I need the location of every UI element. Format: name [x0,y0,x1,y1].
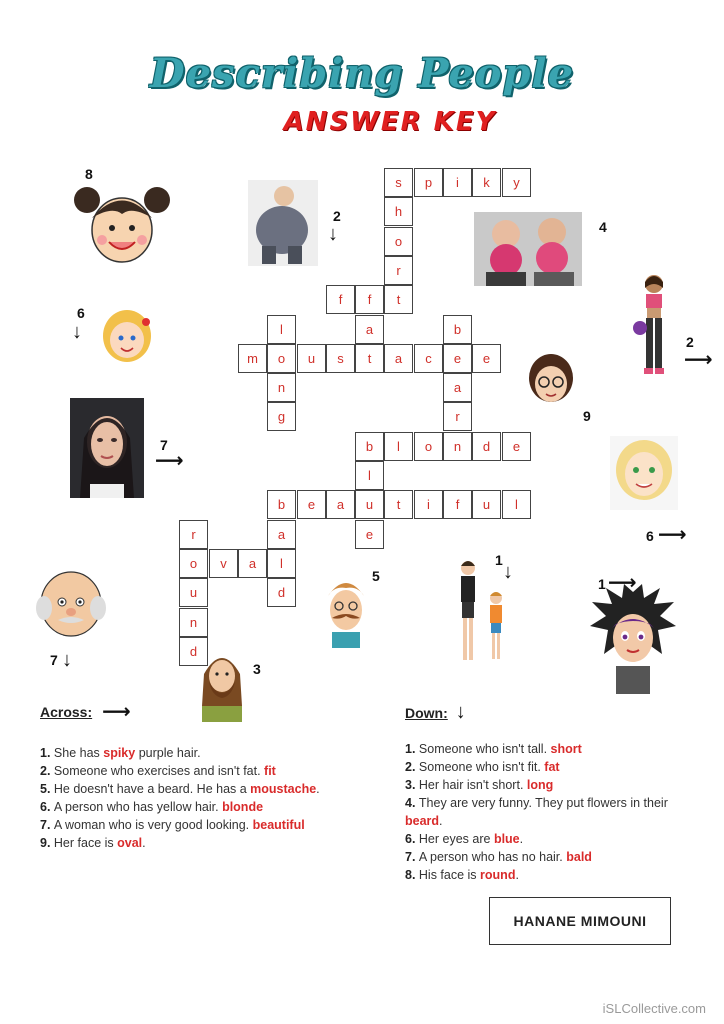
clue-number-1-down: 1 [495,552,503,568]
clue-answer: spiky [103,746,136,760]
right-arrow-icon: ⟶ [658,524,687,546]
clue-answer: moustache [250,782,317,796]
clue-line [405,794,697,830]
old-bald-man-image [30,568,112,640]
clue-suffix: . [519,832,524,846]
crossword-cell[interactable]: u [297,344,326,373]
clue-answer: short [550,742,582,756]
clue-number: 1. [405,742,419,756]
crossword-cell[interactable]: t [384,490,413,519]
down-arrow-icon: ↓ [328,223,338,245]
clue-number: 7. [405,850,419,864]
clue-number-7-across: 7 [160,437,168,453]
crossword-cell[interactable]: e [443,344,472,373]
clue-number: 6. [40,800,54,814]
crossword-cell[interactable]: a [326,490,355,519]
dark-hair-woman-photo [70,398,144,498]
clue-line [40,834,390,852]
crossword-cell[interactable]: r [443,402,472,431]
crossword-cell[interactable]: l [355,461,384,490]
crossword-cell[interactable]: s [384,168,413,197]
clue-answer: long [526,778,554,792]
clue-text: Her face is [53,836,118,850]
clue-suffix: . [439,814,443,828]
clue-line [40,762,390,780]
crossword-cell[interactable]: t [384,285,413,314]
clue-suffix: . [142,836,146,850]
crossword-cell[interactable]: f [326,285,355,314]
spiky-hair-girl-image [590,584,676,694]
crossword-cell[interactable]: d [267,578,296,607]
clue-answer: round [480,868,516,882]
crossword-cell[interactable]: b [355,432,384,461]
clue-suffix: . [515,868,519,882]
clue-line [40,816,390,834]
clue-answer: beard [405,814,440,828]
clue-line [405,830,697,848]
crossword-cell[interactable]: h [384,197,413,226]
clue-number: 2. [40,764,54,778]
crossword-cell[interactable]: o [414,432,443,461]
clue-line [40,744,390,762]
clue-text: Her hair isn't short. [418,778,527,792]
crossword-cell[interactable]: a [384,344,413,373]
crossword-cell[interactable]: n [267,373,296,402]
crossword-cell[interactable]: y [502,168,531,197]
sporty-woman-image [630,272,678,392]
clue-number-4: 4 [599,219,607,235]
crossword-cell[interactable]: i [443,168,472,197]
crossword-cell[interactable]: b [267,490,296,519]
clue-answer: fat [544,760,560,774]
crossword-cell[interactable]: e [502,432,531,461]
crossword-cell[interactable]: o [267,344,296,373]
crossword-cell[interactable]: a [267,520,296,549]
crossword-cell[interactable]: n [443,432,472,461]
crossword-cell[interactable]: m [238,344,267,373]
clue-number: 9. [40,836,54,850]
crossword-cell[interactable]: a [443,373,472,402]
across-clues [40,702,390,852]
down-arrow-icon: ↓ [62,649,72,671]
clue-number-6-across: 6 [646,528,654,544]
crossword-cell[interactable]: p [414,168,443,197]
girl-pigtails-image [72,178,172,266]
crossword-cell[interactable]: b [443,315,472,344]
clue-number-1-across: 1 [598,576,606,592]
clue-number-9: 9 [583,408,591,424]
clue-text: He doesn't have a beard. He has a [53,782,251,796]
crossword-cell[interactable]: a [238,549,267,578]
right-arrow-icon: ⟶ [155,450,184,472]
clue-number: 1. [40,746,54,760]
answer-key-subtitle: ANSWER KEY [283,107,497,137]
clue-number-6-down: 6 [77,305,85,321]
crossword-cell[interactable]: d [179,637,208,666]
crossword-cell[interactable]: f [355,285,384,314]
clue-text: Someone who isn't tall. [418,742,551,756]
clue-number: 5. [40,782,54,796]
blonde-woman-face-image [610,436,678,510]
crossword-cell[interactable]: l [267,549,296,578]
crossword-cell[interactable]: r [179,520,208,549]
crossword-cell[interactable]: e [297,490,326,519]
crossword-cell[interactable]: r [384,256,413,285]
across-heading-label: Across: [40,704,93,720]
right-arrow-icon: ⟶ [684,349,713,371]
crossword-cell[interactable]: u [355,490,384,519]
clue-line [405,758,697,776]
men-flower-beards-image [474,212,582,286]
crossword-cell[interactable]: a [355,315,384,344]
clue-line [405,848,697,866]
clue-text: Her eyes are [418,832,494,846]
clue-text: Someone who exercises and isn't fat. [53,764,265,778]
clue-answer: blonde [222,800,264,814]
crossword-cell[interactable]: e [355,520,384,549]
clue-text: A person who has no hair. [418,850,567,864]
fat-man-image [248,180,318,266]
clue-text: They are very funny. They put flowers in their [418,796,668,810]
crossword-cell[interactable]: k [472,168,501,197]
clue-suffix: . [316,782,320,796]
clue-number: 6. [405,832,419,846]
clue-text: A woman who is very good looking. [53,818,253,832]
clue-text: Someone who isn't fit. [418,760,545,774]
clue-answer: blue [493,832,520,846]
crossword-cell[interactable]: o [179,549,208,578]
clue-answer: bald [566,850,592,864]
clue-line [405,776,697,794]
across-heading [40,702,390,722]
crossword-cell[interactable]: n [179,608,208,637]
clue-number-2-across: 2 [686,334,694,350]
clue-number: 4. [405,796,419,810]
clue-answer: oval [117,836,143,850]
right-arrow-icon: ⟶ [608,572,637,594]
down-heading [405,702,697,722]
clue-number-3: 3 [253,661,261,677]
clue-number: 7. [40,818,54,832]
crossword-cell[interactable]: t [355,344,384,373]
crossword-cell[interactable]: u [472,490,501,519]
crossword-cell[interactable]: l [384,432,413,461]
down-arrow-icon: ↓ [455,701,466,723]
clue-number-7-down: 7 [50,652,58,668]
blonde-girl-head-image [100,308,154,364]
clue-suffix: purple hair. [135,746,201,760]
crossword-cell[interactable]: f [443,490,472,519]
crossword-cell[interactable]: c [414,344,443,373]
clue-answer: fit [264,764,276,778]
crossword-cell[interactable]: l [267,315,296,344]
down-arrow-icon: ↓ [72,321,82,343]
woman-glasses-image [526,354,576,406]
clue-number: 8. [405,868,419,882]
worksheet-title: Describing People [149,50,575,97]
site-watermark: iSLCollective.com [602,1001,706,1016]
clue-line [40,780,390,798]
clue-number-2-down: 2 [333,208,341,224]
clue-number-5: 5 [372,568,380,584]
clue-text: She has [53,746,104,760]
across-clue-list [40,744,390,852]
clue-line [405,866,697,884]
down-heading-label: Down: [405,705,448,721]
clue-line [40,798,390,816]
clue-text: His face is [418,868,481,882]
clue-answer: beautiful [252,818,305,832]
down-clue-list [405,740,697,884]
crossword-cell[interactable]: l [502,490,531,519]
clue-number: 3. [405,778,419,792]
crossword-cell[interactable]: u [179,578,208,607]
crossword-cell[interactable]: g [267,402,296,431]
crossword-cell[interactable]: e [472,344,501,373]
author-name-box: HANANE MIMOUNI [489,897,671,945]
crossword-cell[interactable]: i [414,490,443,519]
clue-text: A person who has yellow hair. [53,800,223,814]
crossword-cell[interactable]: s [326,344,355,373]
clue-line [405,740,697,758]
crossword-cell[interactable]: o [384,227,413,256]
down-arrow-icon: ↓ [503,561,513,583]
crossword-cell[interactable]: d [472,432,501,461]
crossword-cell[interactable]: v [209,549,238,578]
clue-number: 2. [405,760,419,774]
down-clues [405,702,697,884]
clue-number-8: 8 [85,166,93,182]
moustache-man-image [318,574,374,648]
right-arrow-icon: ⟶ [102,701,131,723]
